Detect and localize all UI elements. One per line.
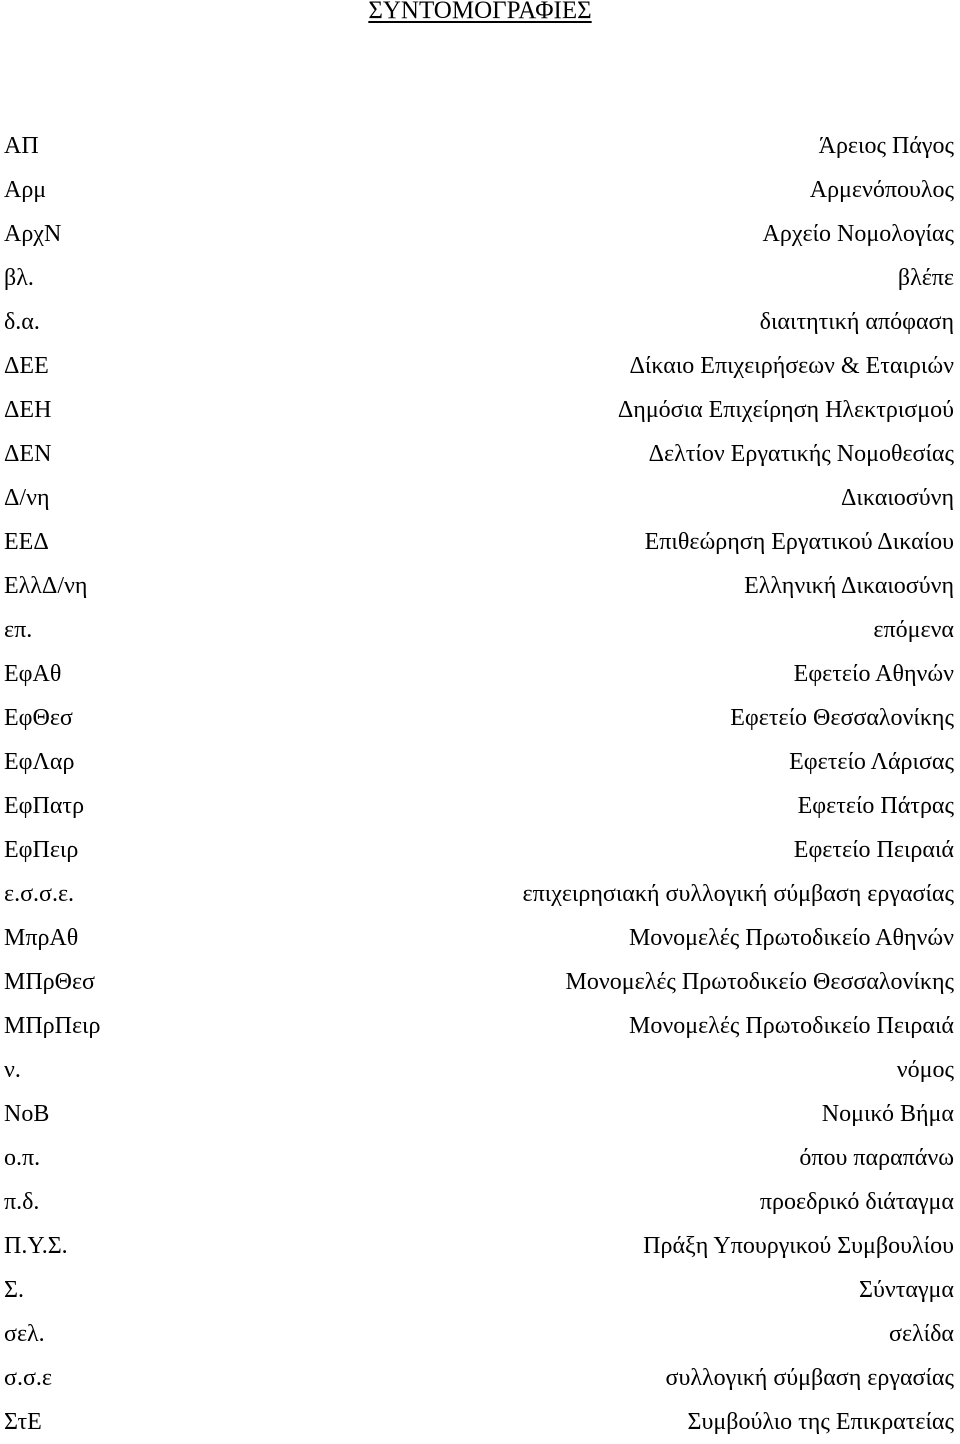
abbreviation-meaning: Σύνταγμα [859, 1277, 954, 1303]
list-item [0, 344, 960, 388]
list-item [0, 1004, 960, 1048]
abbreviation-meaning: Ελληνική Δικαιοσύνη [744, 573, 954, 599]
list-item [0, 388, 960, 432]
list-item [0, 520, 960, 564]
abbreviation-meaning: Επιθεώρηση Εργατικού Δικαίου [644, 529, 954, 555]
abbreviation: ΑΠ [4, 133, 39, 159]
list-item [0, 1092, 960, 1136]
abbreviation: ΜπρΑθ [4, 925, 79, 951]
abbreviation: ΕΕΔ [4, 529, 49, 555]
abbreviation-meaning: Συμβούλιο της Επικρατείας [687, 1409, 954, 1435]
abbreviation: ΜΠρΘεσ [4, 969, 95, 995]
list-item [0, 608, 960, 652]
abbreviation: ΕφΠατρ [4, 793, 85, 819]
abbreviation: Δ/νη [4, 485, 50, 511]
abbreviation-meaning: διαιτητική απόφαση [759, 309, 954, 335]
abbreviation-meaning: Εφετείο Θεσσαλονίκης [730, 705, 954, 731]
list-item [0, 256, 960, 300]
abbreviation-meaning: επόμενα [873, 617, 954, 643]
list-item [0, 1356, 960, 1400]
abbreviation-meaning: Δελτίον Εργατικής Νομοθεσίας [648, 441, 954, 467]
abbreviation-meaning: Δίκαιο Επιχειρήσεων & Εταιριών [629, 353, 954, 379]
list-item [0, 1048, 960, 1092]
abbreviation-meaning: Εφετείο Λάρισας [789, 749, 954, 775]
abbreviation: ν. [4, 1057, 21, 1083]
list-item [0, 1312, 960, 1356]
list-item [0, 1400, 960, 1444]
abbreviation: βλ. [4, 265, 34, 291]
abbreviation-meaning: Αρμενόπουλος [809, 177, 954, 203]
list-item [0, 476, 960, 520]
abbreviation-meaning: Άρειος Πάγος [818, 133, 954, 159]
abbreviation: σ.σ.ε [4, 1365, 52, 1391]
abbreviation-meaning: Εφετείο Αθηνών [793, 661, 954, 687]
abbreviation-meaning: Δημόσια Επιχείρηση Ηλεκτρισμού [617, 397, 954, 423]
abbreviation-meaning: νόμος [896, 1057, 954, 1083]
abbreviation-meaning: Νομικό Βήμα [821, 1101, 954, 1127]
list-item [0, 784, 960, 828]
abbreviation: Π.Υ.Σ. [4, 1233, 68, 1259]
abbreviation: ΕλλΔ/νη [4, 573, 88, 599]
abbreviation-meaning: επιχειρησιακή συλλογική σύμβαση εργασίας [522, 881, 954, 907]
list-item [0, 1268, 960, 1312]
list-item [0, 916, 960, 960]
abbreviation: επ. [4, 617, 33, 643]
list-item [0, 696, 960, 740]
abbreviation-meaning: βλέπε [897, 265, 954, 291]
abbreviation-meaning: Μονομελές Πρωτοδικείο Πειραιά [629, 1013, 954, 1039]
abbreviation-meaning: Εφετείο Πάτρας [797, 793, 954, 819]
list-item [0, 828, 960, 872]
abbreviation: δ.α. [4, 309, 40, 335]
abbreviation: σελ. [4, 1321, 45, 1347]
abbreviation: π.δ. [4, 1189, 40, 1215]
abbreviation-meaning: σελίδα [889, 1321, 954, 1347]
page-title: ΣΥΝΤΟΜΟΓΡΑΦΙΕΣ [368, 0, 592, 24]
list-item [0, 432, 960, 476]
abbreviation-meaning: Δικαιοσύνη [840, 485, 954, 511]
abbreviation-meaning: Αρχείο Νομολογίας [762, 221, 954, 247]
list-item [0, 1136, 960, 1180]
abbreviation: ο.π. [4, 1145, 41, 1171]
abbreviation: ΕφΛαρ [4, 749, 75, 775]
abbreviation: ε.σ.σ.ε. [4, 881, 75, 907]
abbreviation: ΝοΒ [4, 1101, 50, 1127]
list-item [0, 300, 960, 344]
abbreviation-meaning: Μονομελές Πρωτοδικείο Θεσσαλονίκης [565, 969, 954, 995]
abbreviation-meaning: Πράξη Υπουργικού Συμβουλίου [643, 1233, 954, 1259]
list-item [0, 1180, 960, 1224]
abbreviation-meaning: όπου παραπάνω [799, 1145, 954, 1171]
list-item [0, 168, 960, 212]
abbreviation: Σ. [4, 1277, 24, 1303]
list-item [0, 960, 960, 1004]
list-item [0, 124, 960, 168]
abbreviation: ΕφΠειρ [4, 837, 79, 863]
abbreviation: ΕφΑθ [4, 661, 62, 687]
abbreviation-meaning: Εφετείο Πειραιά [793, 837, 954, 863]
abbreviation-meaning: Μονομελές Πρωτοδικείο Αθηνών [628, 925, 954, 951]
abbreviation: ΜΠρΠειρ [4, 1013, 101, 1039]
list-item [0, 212, 960, 256]
abbreviation: ΑρχΝ [4, 221, 62, 247]
abbreviation: ΣτΕ [4, 1409, 42, 1435]
abbreviation-meaning: προεδρικό διάταγμα [759, 1189, 954, 1215]
list-item [0, 652, 960, 696]
abbreviation-list [0, 124, 960, 1444]
abbreviation: ΕφΘεσ [4, 705, 73, 731]
list-item [0, 740, 960, 784]
list-item [0, 872, 960, 916]
abbreviation-meaning: συλλογική σύμβαση εργασίας [665, 1365, 954, 1391]
abbreviation: ΔΕΕ [4, 353, 49, 379]
list-item [0, 1224, 960, 1268]
abbreviation: ΔΕΗ [4, 397, 52, 423]
abbreviation: Αρμ [4, 177, 47, 203]
abbreviation: ΔΕΝ [4, 441, 52, 467]
list-item [0, 564, 960, 608]
